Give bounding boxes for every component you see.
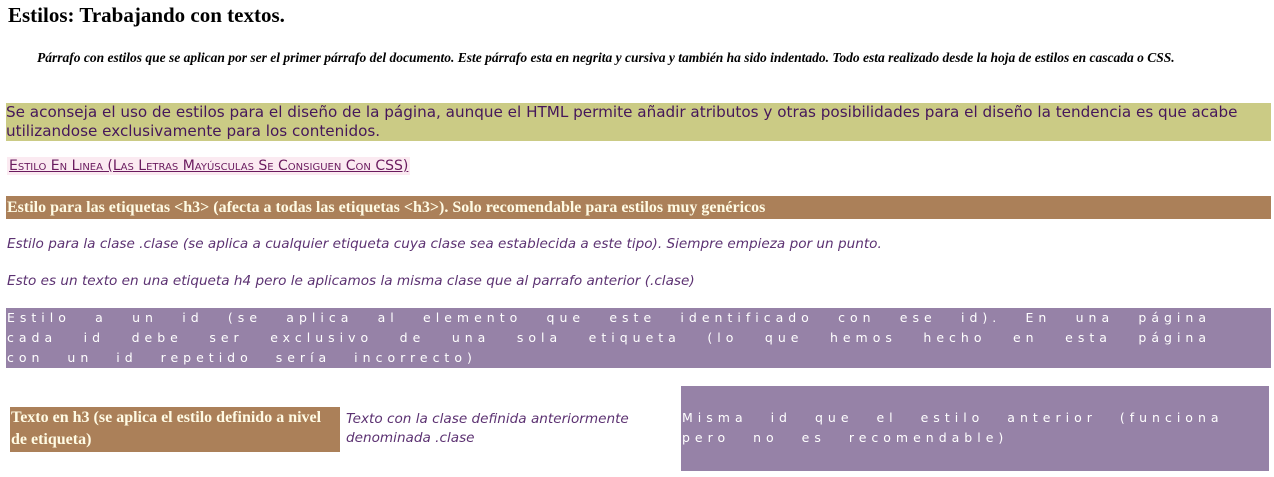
page-title: Estilos: Trabajando con textos. [8,3,285,27]
first-paragraph: Párrafo con estilos que se aplican por ser el primer párrafo del documento. Este párrafo esta en negrita y cursiva y también ha sido indentado. Todo esta realizado desde la hoja de estilos en cascada o CSS. [37,50,1175,65]
class-h4-text: Esto es un texto en una etiqueta h4 pero le aplicamos la misma clase que al parrafo anterior (.clase) [7,273,695,289]
advice-paragraph: Se aconseja el uso de estilos para el diseño de la página, aunque el HTML permite añadir atributos y otras posibilidades para el diseño la tendencia es que acabe utilizandose exclusivamente para los contenidos. [6,103,1271,141]
table-cell-h3: Texto en h3 (se aplica el estilo definido a nivel de etiqueta) [10,407,340,452]
h3-style-heading: Estilo para las etiquetas <h3> (afecta a todas las etiquetas <h3>). Solo recomendable para estilos muy genéricos [6,196,1271,219]
class-paragraph: Estilo para la clase .clase (se aplica a cualquier etiqueta cuya clase sea establecida a este tipo). Siempre empieza por un punto. [7,236,882,252]
table-cell-clase: Texto con la clase definida anteriormente denominada .clase [346,411,629,446]
table-cell-id: Misma id que el estilo anterior (funciona pero no es recomendable) [681,386,1269,471]
id-styled-paragraph: Estilo a un id (se aplica al elemento que este identificado con ese id). En una página cada id debe ser exclusivo de una sola etiqueta (lo que hemos hecho en esta página con un id repetido sería incorrecto) [6,308,1271,368]
inline-style-link[interactable]: Estilo En Linea (Las Letras Mayúsculas Se Consiguen Con CSS) [9,158,409,174]
